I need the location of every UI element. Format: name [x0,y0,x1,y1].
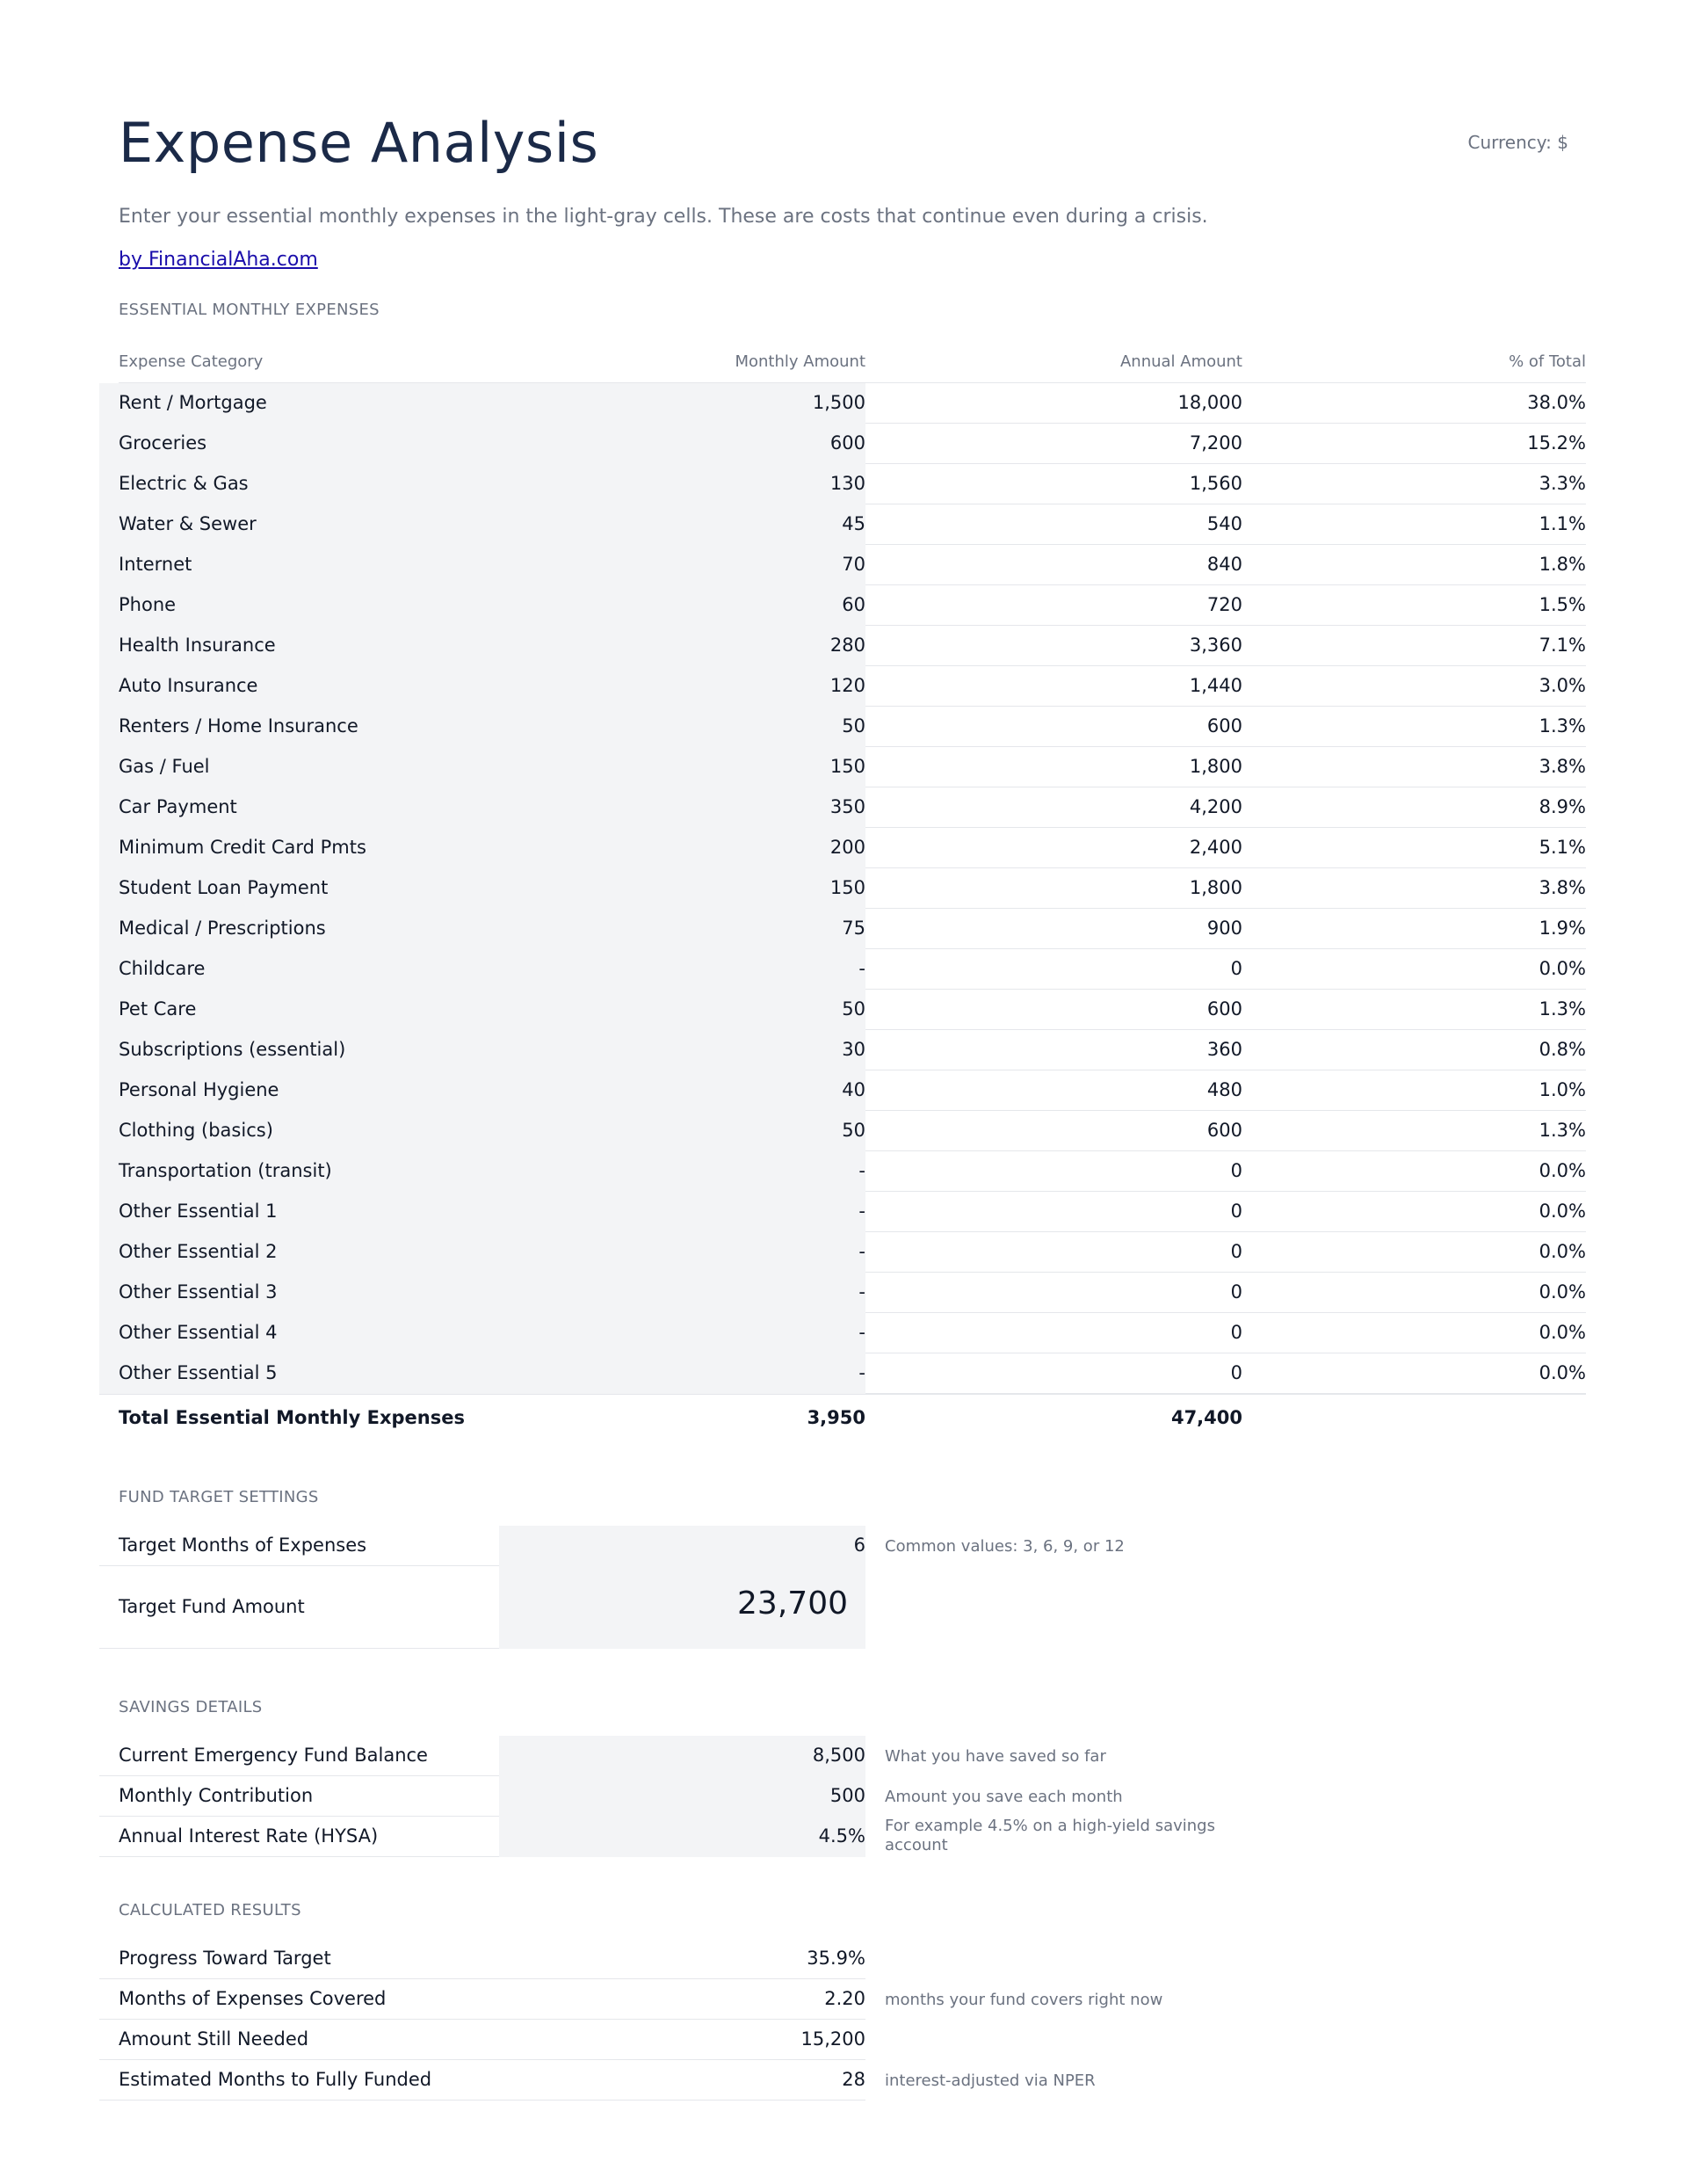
currency-label: Currency: $ [1467,132,1568,153]
expense-category: Electric & Gas [119,473,249,494]
expense-category: Internet [119,554,192,575]
expense-category: Groceries [119,432,207,453]
expense-monthly-input[interactable]: 150 [829,756,865,777]
savings-label-cell [99,1776,499,1817]
savings-value-input[interactable] [499,1776,865,1817]
expense-category: Phone [119,594,177,615]
expense-monthly-input[interactable]: - [858,1322,865,1343]
expense-monthly-input[interactable]: 50 [842,1120,865,1141]
expense-percent: 0.0% [1539,1201,1586,1222]
page-title: Expense Analysis [119,111,599,175]
column-header-percent: % of Total [1509,352,1586,371]
expense-percent: 7.1% [1539,635,1586,656]
expense-row [119,1030,1586,1070]
expense-percent: 1.3% [1539,1120,1586,1141]
total-label: Total Essential Monthly Expenses [119,1407,465,1428]
expense-row [119,787,1586,828]
expense-annual: 1,440 [1189,675,1242,696]
result-label: Progress Toward Target [119,1948,331,1969]
savings-value-input[interactable] [499,1736,865,1776]
expense-monthly-input[interactable]: 50 [842,998,865,1019]
result-label: Estimated Months to Fully Funded [119,2069,432,2090]
expense-monthly-input[interactable]: 350 [829,796,865,817]
expense-row [119,666,1586,707]
result-value: 15,200 [800,2028,865,2050]
expense-row [119,1111,1586,1151]
expense-monthly-input[interactable]: 75 [842,918,865,939]
expense-monthly-input[interactable]: - [858,1241,865,1262]
result-value: 35.9% [807,1948,865,1969]
savings-table [119,1736,1586,1857]
target-amount-cell [499,1566,865,1649]
expense-monthly-input[interactable]: 150 [829,877,865,898]
target-months-label: Target Months of Expenses [119,1535,367,1556]
expenses-table-body [119,383,1586,1394]
expense-percent: 1.0% [1539,1079,1586,1100]
target-months-row [119,1526,1586,1566]
expense-category: Transportation (transit) [119,1160,332,1181]
expense-row [119,1192,1586,1232]
savings-section-label: SAVINGS DETAILS [119,1698,263,1716]
results-section [119,1901,1586,2101]
expense-percent: 0.0% [1539,1160,1586,1181]
target-amount-label-cell [99,1566,499,1649]
expense-percent: 1.5% [1539,594,1586,615]
savings-note: For example 4.5% on a high-yield savings account [885,1817,1215,1854]
expense-row [119,464,1586,504]
savings-label: Monthly Contribution [119,1785,314,1806]
expense-annual: 2,400 [1189,837,1242,858]
expense-category: Personal Hygiene [119,1079,279,1100]
expense-percent: 0.0% [1539,1281,1586,1302]
expense-annual: 0 [1230,1322,1242,1343]
result-label: Amount Still Needed [119,2028,309,2050]
expense-category: Student Loan Payment [119,877,329,898]
expense-annual: 540 [1206,513,1242,534]
expense-row [119,1070,1586,1111]
savings-label-cell [99,1736,499,1776]
expense-percent: 0.0% [1539,1322,1586,1343]
expense-row [119,626,1586,666]
expense-category: Health Insurance [119,635,276,656]
expense-annual: 1,560 [1189,473,1242,494]
savings-label: Annual Interest Rate (HYSA) [119,1825,379,1847]
savings-section [119,1698,1586,1857]
savings-value: 8,500 [812,1745,865,1766]
expense-monthly-input[interactable]: 45 [842,513,865,534]
expense-annual: 0 [1230,1362,1242,1383]
total-monthly: 3,950 [807,1407,865,1428]
expense-annual: 7,200 [1189,432,1242,453]
expense-row [119,949,1586,990]
expense-row [119,828,1586,868]
expense-monthly-input[interactable]: 200 [829,837,865,858]
expense-percent: 15.2% [1527,432,1586,453]
expense-row [119,545,1586,585]
expense-percent: 3.3% [1539,473,1586,494]
expense-percent: 0.0% [1539,958,1586,979]
expense-category: Subscriptions (essential) [119,1039,346,1060]
savings-row [119,1736,1586,1776]
fund-target-table [119,1526,1586,1649]
target-months-note: Common values: 3, 6, 9, or 12 [885,1537,1125,1556]
expense-category: Other Essential 3 [119,1281,278,1302]
column-header-monthly: Monthly Amount [735,352,865,371]
result-row [119,1979,1586,2020]
expense-category: Gas / Fuel [119,756,210,777]
expense-category: Minimum Credit Card Pmts [119,837,366,858]
expense-percent: 1.3% [1539,715,1586,736]
target-months-value: 6 [853,1535,865,1556]
expense-category: Rent / Mortgage [119,392,267,413]
expenses-total-row [99,1394,1586,1440]
expense-monthly-input[interactable]: 70 [842,554,865,575]
expense-monthly-input[interactable]: 130 [829,473,865,494]
expense-monthly-input[interactable]: 40 [842,1079,865,1100]
result-note: months your fund covers right now [885,1991,1163,2009]
row-divider [99,2100,865,2101]
expense-monthly-input[interactable]: - [858,958,865,979]
expense-percent: 1.3% [1539,998,1586,1019]
expense-monthly-input[interactable]: 600 [829,432,865,453]
target-amount-value: 23,700 [737,1585,848,1622]
expense-annual: 720 [1206,594,1242,615]
expense-annual: 900 [1206,918,1242,939]
result-value: 2.20 [824,1988,865,2009]
total-annual: 47,400 [1170,1407,1242,1428]
savings-value: 4.5% [818,1825,865,1847]
result-row [119,2020,1586,2060]
expense-row [119,868,1586,909]
expense-monthly-input[interactable]: 30 [842,1039,865,1060]
target-amount-row [119,1566,1586,1649]
savings-value-input[interactable] [499,1817,865,1857]
expenses-table-header [119,342,1586,383]
column-header-annual: Annual Amount [1119,352,1242,371]
expense-monthly-input[interactable]: 120 [829,675,865,696]
expense-row [119,1353,1586,1394]
expense-percent: 0.0% [1539,1362,1586,1383]
expenses-table [119,342,1586,1440]
result-row [119,2060,1586,2101]
expense-annual: 480 [1206,1079,1242,1100]
expense-annual: 0 [1230,1241,1242,1262]
expense-monthly-input[interactable]: - [858,1201,865,1222]
expense-annual: 600 [1206,998,1242,1019]
expense-category: Auto Insurance [119,675,258,696]
result-note: interest-adjusted via NPER [885,2072,1096,2090]
expense-category: Other Essential 1 [119,1201,278,1222]
expense-percent: 0.8% [1539,1039,1586,1060]
result-value: 28 [842,2069,865,2090]
expense-monthly-input[interactable]: 50 [842,715,865,736]
expense-row [119,504,1586,545]
expense-category: Childcare [119,958,206,979]
expense-monthly-input[interactable]: - [858,1281,865,1302]
expense-row [119,1232,1586,1273]
expense-annual: 840 [1206,554,1242,575]
fund-target-section [119,1488,1586,1649]
financialaha-link[interactable]: by FinancialAha.com [119,249,318,271]
expense-category: Pet Care [119,998,197,1019]
fund-target-section-label: FUND TARGET SETTINGS [119,1488,319,1506]
expense-monthly-input[interactable]: 1,500 [812,392,865,413]
savings-label-cell [99,1817,499,1857]
target-months-label-cell [99,1526,499,1566]
column-header-category: Expense Category [119,352,264,371]
expense-row [119,383,1586,424]
expense-monthly-input[interactable]: 60 [842,594,865,615]
expense-percent: 0.0% [1539,1241,1586,1262]
expense-annual: 600 [1206,1120,1242,1141]
expense-annual: 1,800 [1189,877,1242,898]
expense-annual: 0 [1230,1201,1242,1222]
expense-category: Renters / Home Insurance [119,715,358,736]
expense-annual: 0 [1230,1281,1242,1302]
savings-label: Current Emergency Fund Balance [119,1745,428,1766]
expense-annual: 3,360 [1189,635,1242,656]
expense-percent: 3.8% [1539,877,1586,898]
expense-percent: 5.1% [1539,837,1586,858]
expense-monthly-input[interactable]: - [858,1160,865,1181]
expense-monthly-input[interactable]: - [858,1362,865,1383]
expense-monthly-input[interactable]: 280 [829,635,865,656]
result-label: Months of Expenses Covered [119,1988,387,2009]
page-subtitle: Enter your essential monthly expenses in the light-gray cells. These are costs that continue even during a crisis. [119,206,1208,228]
expense-annual: 4,200 [1189,796,1242,817]
expense-annual: 360 [1206,1039,1242,1060]
expense-percent: 1.1% [1539,513,1586,534]
expense-category: Medical / Prescriptions [119,918,326,939]
expenses-section-label: ESSENTIAL MONTHLY EXPENSES [119,301,380,319]
expense-category: Clothing (basics) [119,1120,273,1141]
expense-category: Car Payment [119,796,237,817]
expenses-section [119,301,1586,1440]
expense-row [119,585,1586,626]
savings-row [119,1817,1586,1857]
expense-row [119,1273,1586,1313]
expense-category: Other Essential 5 [119,1362,278,1383]
expense-annual: 1,800 [1189,756,1242,777]
expense-percent: 3.0% [1539,675,1586,696]
expense-row [119,707,1586,747]
expense-annual: 0 [1230,1160,1242,1181]
expense-category: Water & Sewer [119,513,257,534]
expense-percent: 1.8% [1539,554,1586,575]
savings-note: Amount you save each month [885,1788,1123,1806]
expense-percent: 1.9% [1539,918,1586,939]
expense-annual: 0 [1230,958,1242,979]
target-months-input[interactable] [499,1526,865,1566]
title-row [119,105,1586,193]
expense-annual: 600 [1206,715,1242,736]
expense-percent: 38.0% [1527,392,1586,413]
target-amount-label: Target Fund Amount [119,1596,305,1617]
expense-category: Other Essential 2 [119,1241,278,1262]
expense-category: Other Essential 4 [119,1322,278,1343]
savings-note: What you have saved so far [885,1747,1106,1766]
result-row [119,1939,1586,1979]
expense-row [119,990,1586,1030]
savings-row [119,1776,1586,1817]
expense-percent: 3.8% [1539,756,1586,777]
expense-annual: 18,000 [1177,392,1242,413]
expense-row [119,909,1586,949]
expense-analysis-page [119,105,1586,2101]
savings-value: 500 [829,1785,865,1806]
expense-row [119,424,1586,464]
results-section-label: CALCULATED RESULTS [119,1901,301,1919]
expense-row [119,1313,1586,1353]
expense-percent: 8.9% [1539,796,1586,817]
expense-row [119,747,1586,787]
results-table [119,1939,1586,2101]
expense-row [119,1151,1586,1192]
